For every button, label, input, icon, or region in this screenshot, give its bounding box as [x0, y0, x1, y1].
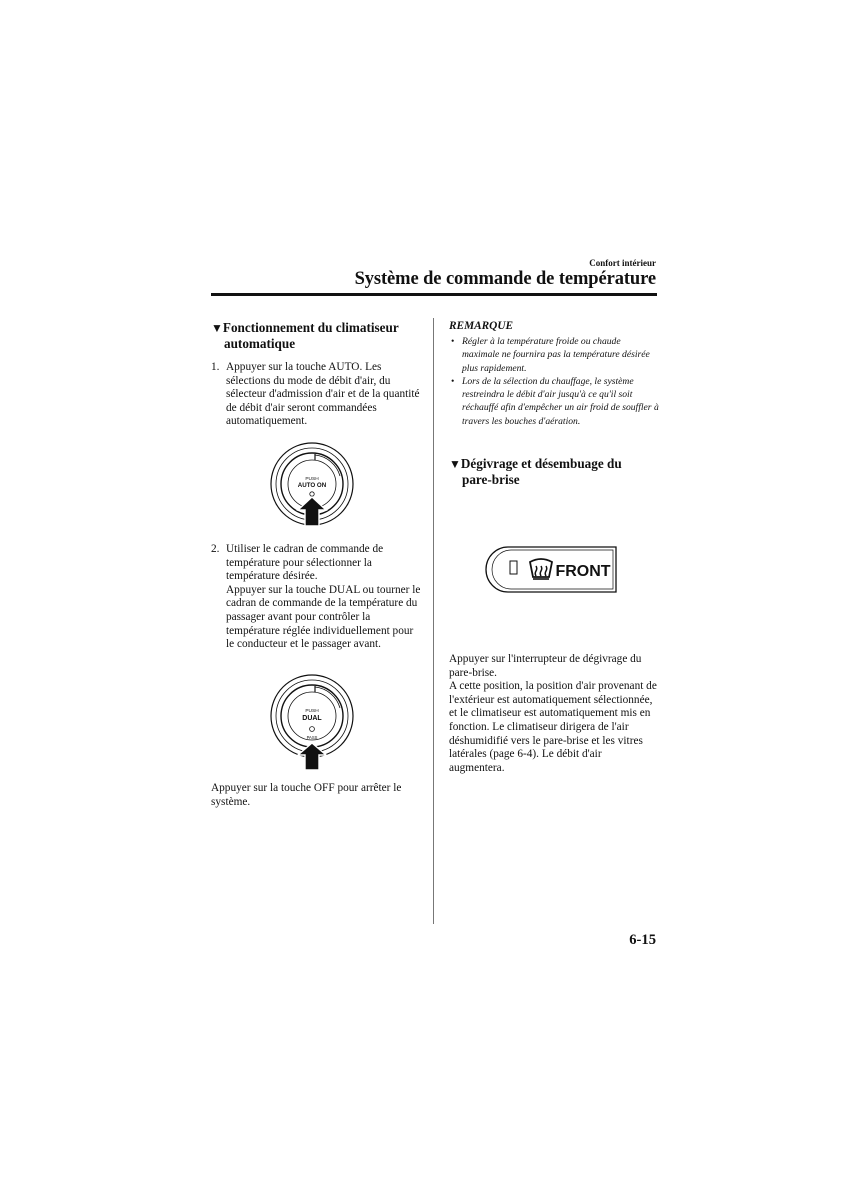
front-defrost-switch-figure: [484, 545, 620, 595]
dual-knob-figure: [268, 674, 354, 774]
step-1: [211, 361, 421, 429]
step-text: Appuyer sur la touche AUTO. Les sélections du mode de débit d'air, du sélecteur d'admission d'air et de la quantité de débit d'air seront commandées automatiquement.: [226, 361, 420, 428]
front-label: FRONT: [555, 563, 611, 580]
triangle-marker-icon: ▼: [211, 321, 223, 335]
heading-line-1: Dégivrage et désembuage du: [460, 456, 622, 471]
note-item: • Lors de la sélection du chauffage, le système restreindra le débit d'air jusqu'à ce qu'il soit réchauffé afin d'empêcher un air froid de souffler à travers les bouches d'aération.: [451, 375, 659, 427]
knob-main-label: AUTO ON: [297, 482, 327, 489]
left-column: [211, 320, 421, 429]
knob-main-label: DUAL: [302, 715, 322, 722]
section-heading-auto: [211, 320, 421, 351]
section-heading-defrost: [449, 456, 659, 487]
defrost-paragraph: [449, 653, 659, 775]
section-label: Confort intérieur: [589, 258, 656, 268]
triangle-marker-icon: ▼: [449, 457, 461, 471]
note-item: • Régler à la température froide ou chaude maximale ne fournira pas la température désirée plus rapidement.: [451, 336, 650, 374]
step-number: 2.: [211, 543, 220, 555]
heading-line-2: automatique: [224, 336, 296, 351]
auto-on-knob-figure: [268, 442, 354, 528]
step-number: 1.: [211, 361, 220, 373]
defrost-text-b: A cette position, la position d'air provenant de l'extérieur est automatiquement sélectionnée, et le climatiseur est automatiquement mis en fonction. Le climatiseur dirigera de l'air déshumidifié vers le pare-brise et les vitres latérales (page 6-4). Le débit d'air augmentera.: [449, 680, 657, 774]
step-text-b: Appuyer sur la touche DUAL ou tourner le cadran de commande de la température du passager avant pour contrôler la température réglée individuellement pour le conducteur et le passager avant.: [226, 583, 421, 651]
closing-paragraph: Appuyer sur la touche OFF pour arrêter le système.: [211, 782, 402, 808]
right-column: [449, 320, 659, 428]
title-rule: [211, 293, 657, 296]
knob-push-label: PUSH: [305, 477, 319, 482]
note-list: [449, 335, 659, 428]
column-divider: [433, 318, 434, 924]
heading-line-1: Fonctionnement du climatiseur: [222, 320, 399, 335]
left-column-step2: [211, 543, 421, 652]
knob-pass-label: PASS: [306, 735, 318, 740]
defrost-text-a: Appuyer sur l'interrupteur de dégivrage du pare-brise.: [449, 653, 642, 679]
page-number: 6-15: [629, 932, 656, 948]
note-title: REMARQUE: [449, 320, 514, 332]
heading-line-2: pare-brise: [462, 472, 520, 487]
step-text-a: Utiliser le cadran de commande de température pour sélectionner la température désirée.: [226, 543, 384, 583]
page-title: Système de commande de température: [354, 269, 656, 289]
knob-push-label: PUSH: [305, 709, 319, 714]
step-2: [211, 543, 421, 652]
bullet-icon: •: [451, 336, 455, 347]
bullet-icon: •: [451, 375, 455, 387]
